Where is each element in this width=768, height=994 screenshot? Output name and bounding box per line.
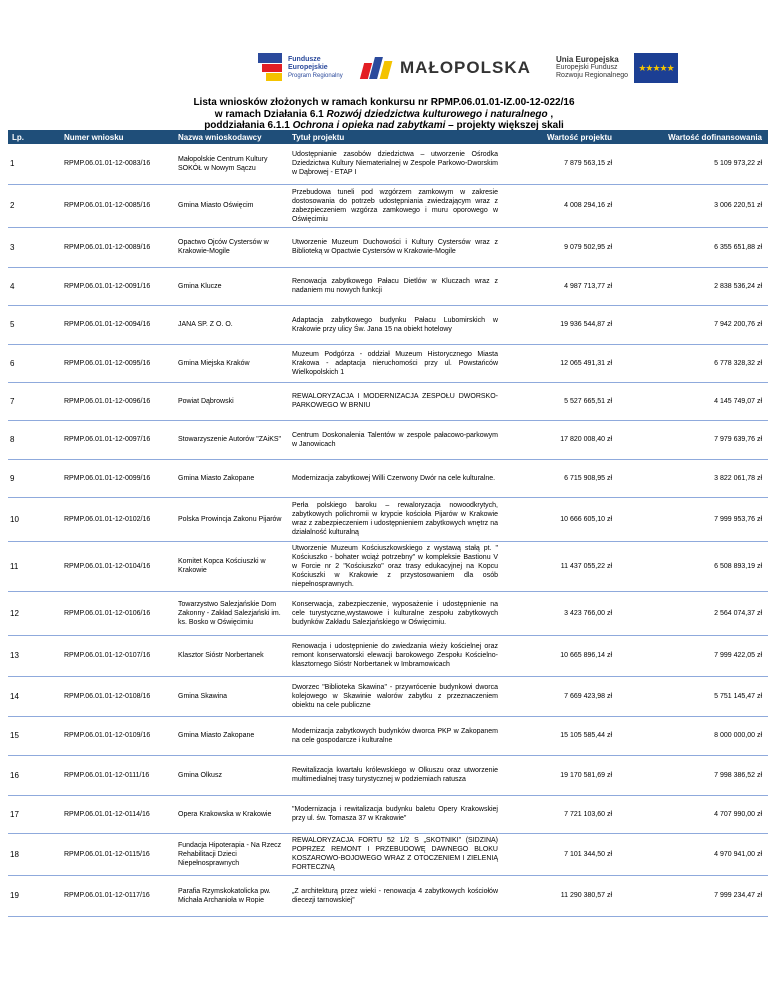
row-lp: 15 [10,731,19,740]
row-tytul-projektu: REWALORYZACJA FORTU 52 1/2 S „SKOTNIKI” (SIDZINA) POPRZEZ REMONT I PRZEBUDOWĘ DAWNEGO BLOKU KOSZAROWO-BOJOWEGO WRAZ Z OTOCZENIEM I ZIELENIĄ FORTECZNĄ [292,837,498,871]
table-row [8,497,768,541]
table-row [8,227,768,267]
row-lp: 7 [10,396,15,406]
row-wnioskodawca: Klasztor Sióstr Norbertanek [178,652,264,659]
header-numer: Numer wniosku [64,132,124,142]
row-numer-wniosku: RPMP.06.01.01-12-0104/16 [64,562,151,570]
row-numer-wniosku: RPMP.06.01.01-12-0115/16 [64,850,150,858]
row-lp: 8 [10,435,15,444]
row-wartosc-dofinansowania: 7 979 639,76 zł [714,436,762,443]
table-row [8,267,768,305]
ue-line1: Unia Europejska [556,55,619,64]
row-tytul-projektu: REWALORYZACJA I MODERNIZACJA ZESPOŁU DWORSKO-PARKOWEGO W BRNIU [292,393,498,409]
row-wnioskodawca: Gmina Skawina [178,692,228,700]
row-wartosc-dofinansowania: 6 355 651,88 zł [714,243,762,251]
table-row [8,184,768,227]
row-numer-wniosku: RPMP.06.01.01-12-0089/16 [64,243,151,251]
row-lp: 6 [10,358,15,368]
header-wartosc: Wartość projektu [546,132,612,142]
row-wartosc-dofinansowania: 7 942 200,76 zł [714,321,762,328]
table-row [8,795,768,833]
table-row [8,305,768,344]
title-line2: w ramach Działania 6.1 Rozwój dziedzictwa kulturowego i naturalnego , [214,108,554,120]
fundusze-europejskie-logo [258,48,343,88]
header-dofinansowanie: Wartość dofinansowania [668,132,762,142]
row-numer-wniosku: RPMP.06.01.01-12-0102/16 [64,515,151,523]
row-tytul-projektu: Centrum Doskonalenia Talentów w zespole pałacowo-parkowym w Janowicach [292,431,498,448]
table-row [8,833,768,875]
row-wnioskodawca: Małopolskie Centrum Kultury SOKÓŁ w Nowym Sączu [178,155,268,172]
row-wartosc-projektu: 6 715 908,95 zł [564,474,612,482]
malopolska-name: MAŁOPOLSKA [400,58,531,77]
row-lp: 10 [10,514,19,524]
row-tytul-projektu: Renowacja zabytkowego Pałacu Dietlów w Kluczach wraz z nadaniem mu nowych funkcji [292,278,498,294]
table-row [8,420,768,459]
table-row [8,716,768,755]
row-lp: 9 [10,473,15,483]
row-numer-wniosku: RPMP.06.01.01-12-0091/16 [64,282,151,290]
row-lp: 12 [10,608,19,618]
row-tytul-projektu: Adaptacja zabytkowego budynku Pałacu Lubomirskich w Krakowie przy ulicy Św. Jana 15 na obiekt hotelowy [292,316,498,333]
row-tytul-projektu: Przebudowa tuneli pod wzgórzem zamkowym w zakresie dostosowania do potrzeb udostępniania zwiedzającym wraz z zabezpieczeniem wzgórza zamkowego i muru oporowego w Oświęcimiu [292,188,498,223]
row-wartosc-projektu: 7 721 103,60 zł [564,810,612,818]
header-lp: Lp. [12,132,24,142]
row-wnioskodawca: Polska Prowincja Zakonu Pijarów [178,515,282,523]
row-tytul-projektu: Perła polskiego baroku – rewaloryzacja nowoodkrytych, zabytkowych polichromii w krypcie kościoła Pijarów w Krakowie wraz z zabezpieczeniem i udostępnieniem zabytkowych wnętrz na działalność kulturalną [292,502,498,536]
fe-line1: Fundusze [288,56,321,63]
row-lp: 1 [10,159,15,169]
row-wnioskodawca: Gmina Miejska Kraków [178,359,250,367]
row-wartosc-dofinansowania: 4 707 990,00 zł [714,810,762,818]
row-wartosc-dofinansowania: 5 751 145,47 zł [714,692,762,700]
row-wartosc-dofinansowania: 6 778 328,32 zł [714,359,762,367]
row-lp: 16 [10,770,19,780]
row-wartosc-dofinansowania: 7 999 234,47 zł [714,892,762,899]
row-numer-wniosku: RPMP.06.01.01-12-0085/16 [64,202,151,209]
row-wnioskodawca: Powiat Dąbrowski [178,397,234,405]
row-tytul-projektu: Dworzec "Biblioteka Skawina" - przywrócenie budynkowi dworca kolejowego w Skawinie walorów zabytku z przeznaczeniem obiektu na cele publiczne [292,683,498,709]
row-wartosc-projektu: 7 101 344,50 zł [564,850,612,858]
row-wartosc-projektu: 19 170 581,69 zł [560,771,612,779]
row-wartosc-projektu: 12 065 491,31 zł [560,359,612,367]
table-row [8,344,768,382]
row-numer-wniosku: RPMP.06.01.01-12-0083/16 [64,160,151,168]
row-tytul-projektu: Renowacja i udostępnienie do zwiedzania wieży kościelnej oraz remont konserwatorski elewacji barokowego Zespołu Kościelno-klasztornego Sióstr Norbertanek w Imbramowicach [292,643,498,668]
row-tytul-projektu: „Z architekturą przez wieki - renowacja 4 zabytkowych kościołów diecezji tarnowskiej” [292,887,498,904]
row-lp: 4 [10,281,15,291]
title-line3: poddziałania 6.1.1 Ochrona i opieka nad zabytkami – projekty większej skali [204,120,564,131]
row-tytul-projektu: Utworzenie Muzeum Kościuszkowskiego z wystawą stałą pt. " Kościuszko - bohater wciąż potrzebny" w kompleksie Bastionu V w Forcie nr 2 "Kościuszko" oraz trasy edukacyjnej na Kopcu Kościuszki w Krakowie z przystosowaniem dla osób niepełnosprawnych. [292,544,498,588]
unia-europejska-logo [556,50,678,86]
eu-flag-icon: ★★★★★ [634,53,678,83]
row-numer-wniosku: RPMP.06.01.01-12-0097/16 [64,436,151,443]
row-numer-wniosku: RPMP.06.01.01-12-0094/16 [64,321,151,328]
row-numer-wniosku: RPMP.06.01.01-12-0117/16 [64,892,150,899]
row-wartosc-projektu: 19 936 544,87 zł [560,321,612,328]
row-lp: 17 [10,809,19,819]
row-lp: 5 [10,320,15,329]
document-title [0,97,768,132]
row-numer-wniosku: RPMP.06.01.01-12-0096/16 [64,397,151,405]
row-wartosc-projektu: 5 527 665,51 zł [564,397,612,405]
row-wnioskodawca: Gmina Miasto Zakopane [178,474,255,482]
row-wartosc-dofinansowania: 3 822 061,78 zł [714,474,762,482]
malopolska-logo [362,50,531,86]
row-lp: 2 [10,201,15,210]
row-tytul-projektu: "Modernizacja i rewitalizacja budynku baletu Opery Krakowskiej przy ul. św. Tomasza 37 w Krakowie" [292,806,498,822]
row-lp: 11 [10,561,19,571]
fe-line3: Program Regionalny [288,73,343,79]
row-numer-wniosku: RPMP.06.01.01-12-0106/16 [64,609,151,617]
row-lp: 13 [10,651,19,660]
row-wnioskodawca: Komitet Kopca Kościuszki w Krakowie [178,558,266,574]
fe-line2: Europejskie [288,64,328,71]
row-wartosc-dofinansowania: 2 838 536,24 zł [714,282,762,290]
row-wnioskodawca: Gmina Olkusz [178,771,222,779]
row-wartosc-projektu: 3 423 766,00 zł [564,609,612,617]
table-row [8,459,768,497]
header-wnioskodawca: Nazwa wnioskodawcy [178,132,262,142]
row-numer-wniosku: RPMP.06.01.01-12-0107/16 [64,652,151,659]
row-lp: 3 [10,242,15,252]
table-row [8,635,768,676]
row-tytul-projektu: Modernizacja zabytkowej Willi Czerwony Dwór na cele kulturalne. [292,474,496,482]
table-row [8,591,768,635]
row-wnioskodawca: Gmina Klucze [178,282,222,290]
row-wartosc-projektu: 7 879 563,15 zł [564,160,612,168]
table-row [8,382,768,420]
ue-line2: Europejski Fundusz [556,64,618,71]
row-tytul-projektu: Konserwacja, zabezpieczenie, wyposażenie i udostępnienie na cele turystyczne,wystawowe i kulturalne zespołu zabytkowych budynków Zakładu Salezjańskiego w Oświęcimiu. [292,600,498,626]
row-tytul-projektu: Modernizacja zabytkowych budynków dworca PKP w Zakopanem na cele gospodarcze i kulturalne [292,727,498,744]
row-wartosc-dofinansowania: 7 999 422,05 zł [714,652,762,659]
applications-table [8,130,768,917]
row-wartosc-dofinansowania: 4 145 749,07 zł [714,397,762,405]
title-line1: Lista wniosków złożonych w ramach konkursu nr RPMP.06.01.01-IZ.00-12-022/16 [193,97,575,108]
row-wartosc-dofinansowania: 7 998 386,52 zł [714,771,762,779]
row-wartosc-projektu: 10 665 896,14 zł [560,652,612,659]
row-lp: 18 [10,849,19,859]
row-wartosc-projektu: 4 987 713,77 zł [564,282,612,290]
row-wartosc-dofinansowania: 5 109 973,22 zł [714,160,762,168]
ue-line3: Rozwoju Regionalnego [556,72,628,79]
row-wnioskodawca: Towarzystwo Salezjańskie Dom Zakonny - Zakład Salezjański im. ks. Bosko w Oświęcimiu [178,600,281,626]
row-wartosc-projektu: 11 290 380,57 zł [560,892,612,899]
row-lp: 14 [10,691,19,701]
row-wartosc-projektu: 9 079 502,95 zł [564,243,612,251]
row-wnioskodawca: JANA SP. Z O. O. [178,321,233,328]
row-tytul-projektu: Utworzenie Muzeum Duchowości i Kultury Cystersów wraz z Biblioteką w Opactwie Cystersów w Krakowie-Mogile [292,239,498,255]
row-wnioskodawca: Parafia Rzymskokatolicka pw. Michała Archanioła w Ropie [178,887,271,904]
row-numer-wniosku: RPMP.06.01.01-12-0111/16 [64,771,150,779]
row-tytul-projektu: Muzeum Podgórza - oddział Muzeum Historycznego Miasta Krakowa - adaptacja nieruchomości przy ul. Powstańców Wielkopolskich 1 [292,350,498,376]
row-tytul-projektu: Rewitalizacja kwartału królewskiego w Olkuszu oraz utworzenie multimedialnej trasy turystycznej w podziemiach ratusza [292,767,498,783]
row-wartosc-dofinansowania: 3 006 220,51 zł [714,202,762,209]
row-numer-wniosku: RPMP.06.01.01-12-0099/16 [64,474,151,482]
row-wartosc-dofinansowania: 4 970 941,00 zł [714,850,762,858]
row-wartosc-projektu: 17 820 008,40 zł [560,436,612,443]
fe-logo-icon [258,53,284,83]
table-row [8,676,768,716]
table-header [8,130,768,144]
row-wnioskodawca: Stowarzyszenie Autorów "ZAiKS" [178,436,282,443]
row-numer-wniosku: RPMP.06.01.01-12-0108/16 [64,692,151,700]
row-wartosc-dofinansowania: 7 999 953,76 zł [714,515,762,523]
row-wnioskodawca: Gmina Miasto Oświęcim [178,202,254,209]
row-wartosc-dofinansowania: 2 564 074,37 zł [714,609,762,617]
table-row [8,875,768,916]
row-lp: 19 [10,891,19,900]
row-wnioskodawca: Opera Krakowska w Krakowie [178,810,272,818]
row-wnioskodawca: Gmina Miasto Zakopane [178,732,255,739]
row-numer-wniosku: RPMP.06.01.01-12-0109/16 [64,732,151,739]
row-wartosc-projektu: 15 105 585,44 zł [560,732,612,739]
logo-bar [0,48,768,88]
table-row [8,755,768,795]
row-wnioskodawca: Opactwo Ojców Cystersów w Krakowie-Mogile [178,239,269,255]
table-row [8,541,768,591]
row-wartosc-dofinansowania: 8 000 000,00 zł [714,732,762,739]
row-wartosc-projektu: 7 669 423,98 zł [564,692,612,700]
row-wartosc-projektu: 11 437 055,22 zł [560,562,612,570]
row-numer-wniosku: RPMP.06.01.01-12-0114/16 [64,810,150,818]
row-wartosc-projektu: 10 666 605,10 zł [560,515,612,523]
row-wartosc-projektu: 4 008 294,16 zł [564,202,612,209]
row-numer-wniosku: RPMP.06.01.01-12-0095/16 [64,359,151,367]
table-row [8,144,768,184]
header-tytul: Tytuł projektu [292,132,345,142]
row-wnioskodawca: Fundacja Hipoterapia - Na Rzecz Rehabilitacji Dzieci Niepełnosprawnych [178,841,282,867]
malopolska-logo-icon [362,57,394,79]
row-tytul-projektu: Udostępnianie zasobów dziedzictwa – utworzenie Ośrodka Dziedzictwa Kultury Niematerialnej w Zespole Parkowo-Dworskim w Dąbrowej - ETAP I [292,151,498,177]
row-wartosc-dofinansowania: 6 508 893,19 zł [714,562,762,570]
